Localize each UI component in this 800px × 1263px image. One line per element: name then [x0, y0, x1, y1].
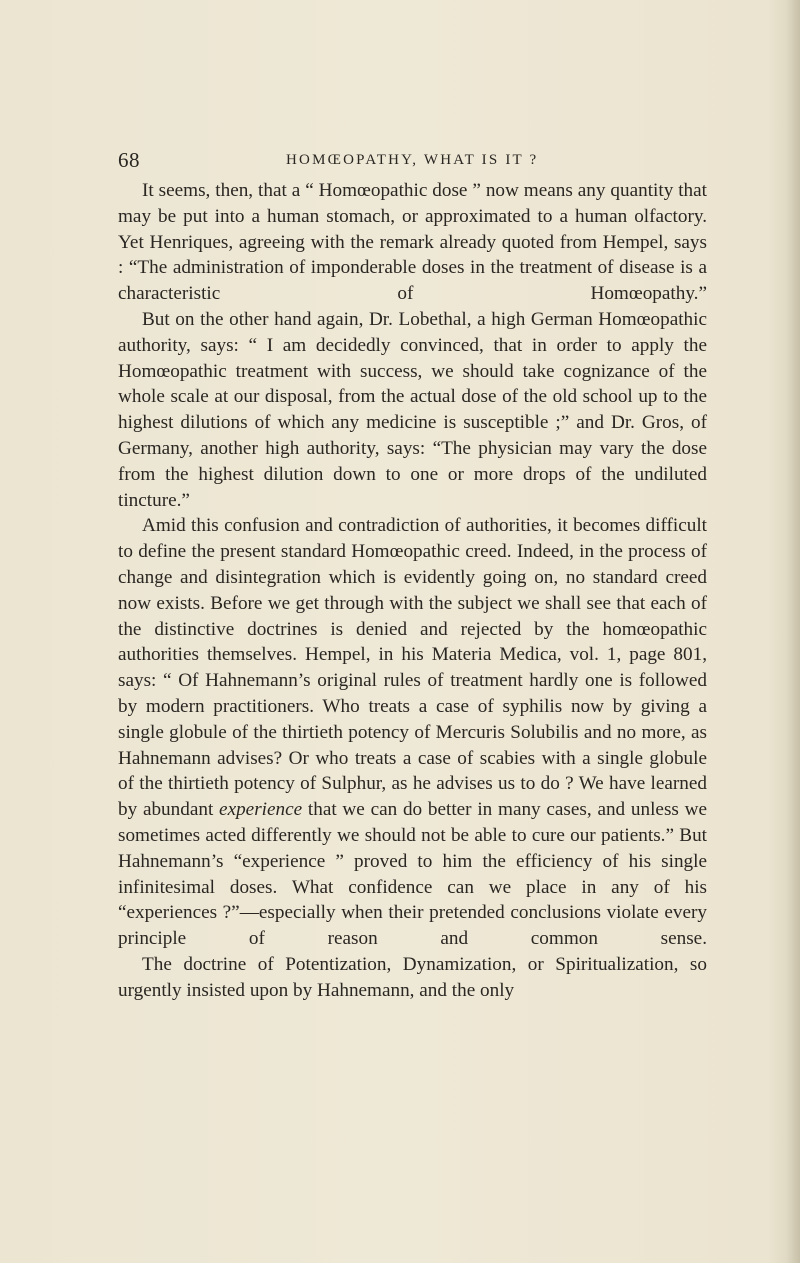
paragraph-3-part-1: Amid this confusion and contradiction of authorities, it becomes difficult to define the present standard Homœopathic creed. Indeed, in the process of change and disintegration which is evidently going on, no standard creed now exists. Before we get through with the subject we shall see that each of the distinctive doctrines is denied and rejected by the homœopathic authorities themselves. Hempel, in his Materia Medica, vol. 1, page 801, says: “ Of Hahnemann’s original rules of treatment hardly one is followed by modern practitioners. Who treats a case of syphilis now by giving a single globule of the thirtieth potency of Mercuris Solubilis and no more, as Hahnemann advises? Or who treats a case of scabies with a single globule of the thirtieth potency of Sulphur, as he advises us to do ? We have learned by abundant: [118, 515, 707, 821]
page-number: 68: [118, 148, 140, 172]
paragraph-2: But on the other hand again, Dr. Lobethal, a high German Homœopathic authority, says: “ I am decidedly convinced, that in order to apply the Homœopathic treatment with success, we should take cognizance of the whole scale at our disposal, from the actual dose of the old school up to the highest dilutions of which any medicine is susceptible ;” and Dr. Gros, of Germany, another high authority, says: “The physician may vary the dose from the highest dilution down to one or more drops of the undiluted tincture.”: [118, 308, 707, 511]
paragraph-4: The doctrine of Potentization, Dynamization, or Spiritualization, so urgently insisted upon by Hahnemann, and the only: [118, 953, 707, 1001]
page-edge-shadow: [786, 0, 800, 1263]
emphasis-experience: experience: [219, 799, 303, 821]
running-head: HOMŒOPATHY, WHAT IS IT ?: [286, 152, 539, 168]
page-header: [118, 148, 718, 174]
paragraph-1: It seems, then, that a “ Homœopathic dose ” now means any quantity that may be put into a human stomach, or approximated to a human olfactory. Yet Henriques, agreeing with the remark already quoted from Hempel, says : “The administration of imponderable doses in the treatment of disease is a characteristic of Homœopathy.”: [118, 180, 707, 305]
paragraph-3-part-2: that we can do better in many cases, and unless we sometimes acted differently we should not be able to cure our patients.” But Hahnemann’s “experience ” proved to him the efficiency of his single infinitesimal doses. What confidence can we place in any of his “experiences ?”—especially when their pretended conclusions violate every principle of reason and common sense.: [118, 799, 708, 950]
paragraph-3: [118, 513, 707, 952]
body-text: [118, 178, 707, 1004]
